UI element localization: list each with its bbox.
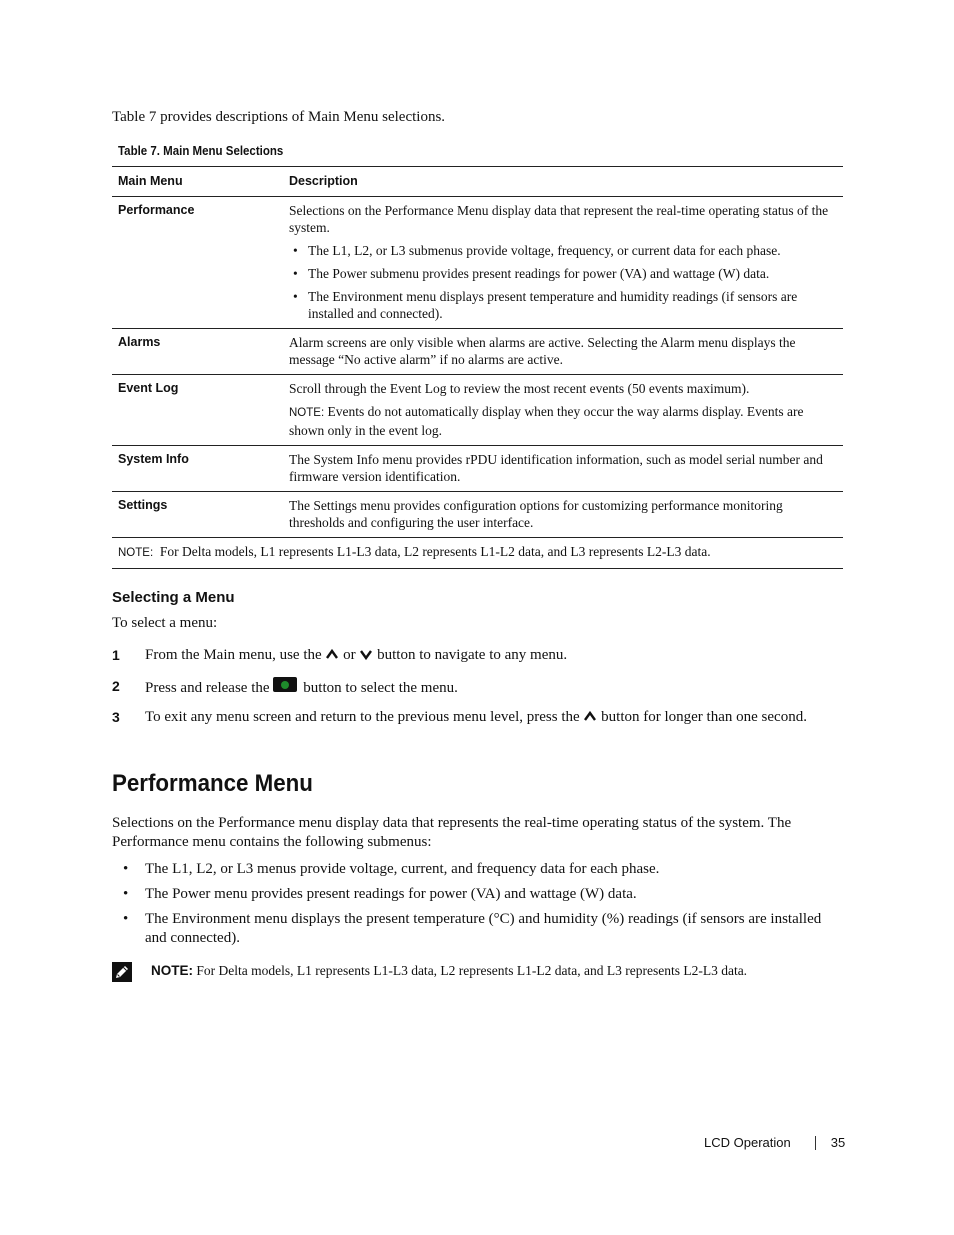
- step-text-part: or: [343, 647, 356, 663]
- list-item: • The L1, L2, or L3 submenus provide voltage, frequency, or current data for each phase.: [289, 242, 837, 259]
- table-row: [112, 446, 843, 492]
- step-item: [112, 677, 843, 697]
- main-menu-table: [112, 166, 843, 569]
- footer-divider: [815, 1136, 816, 1150]
- list-item: • The Power submenu provides present readings for power (VA) and wattage (W) data.: [289, 265, 837, 282]
- table-footer-note: [112, 538, 843, 569]
- row-name: System Info: [112, 446, 277, 492]
- row-text: The Settings menu provides configuration options for customizing performance monitoring thresholds and configuring the user interface.: [289, 498, 783, 530]
- row-text: Alarm screens are only visible when alarms are active. Selecting the Alarm menu displays the message “No active alarm” if no alarms are active.: [289, 335, 796, 367]
- table-row: [112, 329, 843, 375]
- step-text-part: button to select the menu.: [303, 680, 458, 696]
- row-description: [277, 197, 843, 329]
- table-header-row: [112, 167, 843, 197]
- performance-bullet-list: [112, 860, 843, 954]
- step-number: 1: [112, 647, 120, 663]
- note-text: For Delta models, L1 represents L1-L3 data, L2 represents L1-L2 data, and L3 represents L2-L3 data.: [196, 963, 748, 978]
- note-label: NOTE:: [151, 963, 193, 978]
- section-heading-selecting-menu: Selecting a Menu: [112, 589, 235, 606]
- row-description: [277, 329, 843, 375]
- row-text: Scroll through the Event Log to review the most recent events (50 events maximum).: [289, 381, 750, 396]
- list-item: • The Environment menu displays the present temperature (°C) and humidity (%) readings (if sensors are installed and connected).: [112, 910, 843, 948]
- intro-text: Table 7 provides descriptions of Main Menu selections.: [112, 109, 446, 125]
- row-text: Selections on the Performance Menu display data that represent the real-time operating status of the system.: [289, 203, 829, 235]
- step-text-part: Press and release the: [145, 680, 270, 696]
- step-text: [145, 708, 843, 726]
- step-text-part: button for longer than one second.: [601, 709, 807, 725]
- row-note: [289, 403, 837, 439]
- column-header-description: Description: [277, 167, 843, 197]
- row-description: [277, 492, 843, 538]
- step-text: [145, 646, 843, 664]
- performance-note: [151, 963, 747, 979]
- step-number: 2: [112, 678, 120, 694]
- row-name: Settings: [112, 492, 277, 538]
- table-caption: Table 7. Main Menu Selections: [118, 144, 284, 158]
- table-row: [112, 492, 843, 538]
- section-heading-performance-menu: Performance Menu: [112, 770, 313, 797]
- selecting-intro: To select a menu:: [112, 615, 218, 631]
- table-row: [112, 197, 843, 329]
- note-pencil-icon: [112, 962, 132, 982]
- step-number: 3: [112, 709, 120, 725]
- down-arrow-icon: [359, 647, 373, 661]
- row-text: The System Info menu provides rPDU identification information, such as model serial number and firmware version identification.: [289, 452, 823, 484]
- list-item: • The Power menu provides present readings for power (VA) and wattage (W) data.: [112, 885, 843, 904]
- row-name: Event Log: [112, 375, 277, 446]
- row-description: [277, 375, 843, 446]
- table-row: [112, 375, 843, 446]
- page-footer: [704, 1135, 845, 1150]
- row-description: [277, 446, 843, 492]
- row-bullet-list: [289, 242, 837, 322]
- list-item: • The L1, L2, or L3 menus provide voltage, current, and frequency data for each phase.: [112, 860, 843, 879]
- step-item: [112, 708, 843, 726]
- up-arrow-icon: [583, 709, 597, 723]
- performance-paragraph: Selections on the Performance menu display data that represents the real-time operating status of the system. The Performance menu contains the following submenus:: [112, 815, 792, 850]
- note-text: For Delta models, L1 represents L1-L3 data, L2 represents L1-L2 data, and L3 represents L2-L3 data.: [159, 544, 711, 559]
- column-header-main-menu: Main Menu: [112, 167, 277, 197]
- note-label: NOTE:: [289, 407, 325, 419]
- step-text-part: To exit any menu screen and return to the previous menu level, press the: [145, 709, 580, 725]
- step-text-part: button to navigate to any menu.: [377, 647, 568, 663]
- step-text: [145, 677, 843, 697]
- page-number: 35: [830, 1135, 846, 1150]
- step-text-part: From the Main menu, use the: [145, 647, 322, 663]
- step-item: [112, 646, 843, 664]
- row-name: Alarms: [112, 329, 277, 375]
- footer-section: LCD Operation: [704, 1135, 791, 1150]
- up-arrow-icon: [325, 647, 339, 661]
- note-text: Events do not automatically display when they occur the way alarms display. Events are shown only in the event log.: [289, 404, 804, 438]
- table-note-row: [112, 538, 843, 569]
- row-name: Performance: [112, 197, 277, 329]
- note-label: NOTE:: [118, 547, 154, 559]
- list-item: • The Environment menu displays present temperature and humidity readings (if sensors are installed and connected).: [289, 288, 837, 322]
- select-button-icon: [273, 677, 297, 692]
